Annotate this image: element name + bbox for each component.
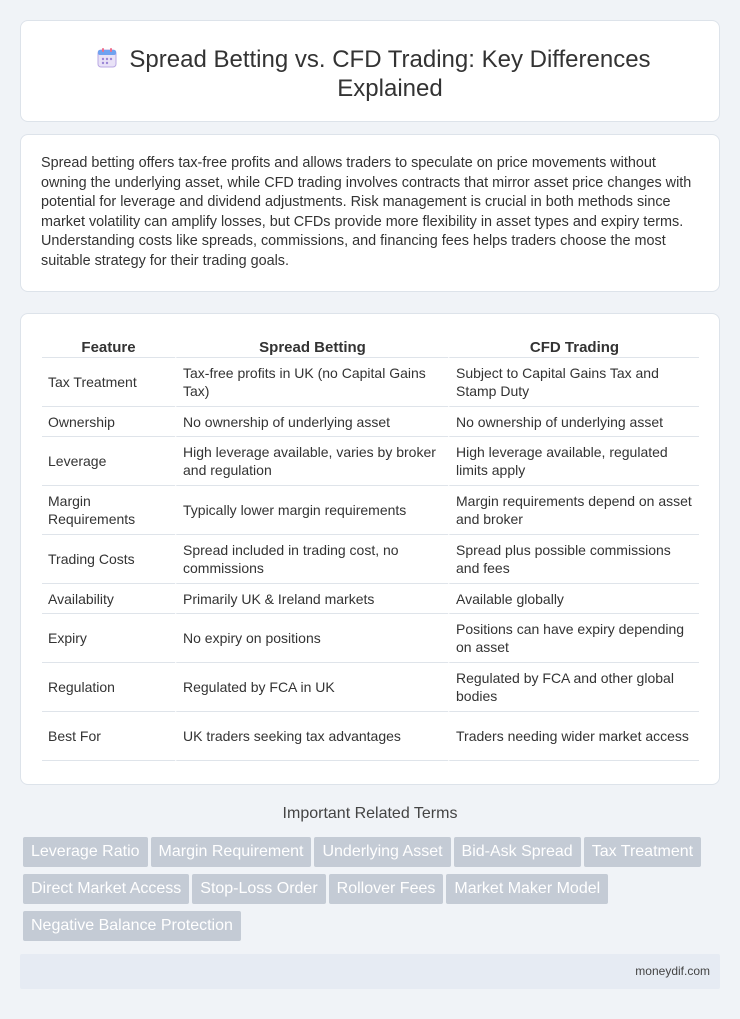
tag-bid-ask-spread[interactable]: Bid-Ask Spread [454, 837, 581, 867]
cfd-trading-cell: Traders needing wider market access [448, 712, 699, 761]
tag-underlying-asset[interactable]: Underlying Asset [314, 837, 450, 867]
tag-leverage-ratio[interactable]: Leverage Ratio [23, 837, 148, 867]
table-row [42, 614, 699, 663]
cfd-trading-cell: Available globally [448, 584, 699, 614]
table-row [42, 486, 699, 535]
page-title: Spread Betting vs. CFD Trading: Key Differences Explained [129, 46, 651, 102]
cfd-trading-cell: No ownership of underlying asset [448, 407, 699, 437]
feature-cell: Trading Costs [42, 535, 175, 584]
table-row [42, 663, 699, 712]
spread-betting-cell: Primarily UK & Ireland markets [175, 584, 448, 614]
cfd-trading-cell: Margin requirements depend on asset and broker [448, 486, 699, 535]
tag-stop-loss-order[interactable]: Stop-Loss Order [192, 874, 325, 904]
tag-tax-treatment[interactable]: Tax Treatment [584, 837, 701, 867]
table-row [42, 535, 699, 584]
spread-betting-cell: Regulated by FCA in UK [175, 663, 448, 712]
title-card [20, 20, 720, 122]
footer [20, 954, 720, 989]
spread-betting-cell: Typically lower margin requirements [175, 486, 448, 535]
table-row [42, 358, 699, 407]
tag-negative-balance-protection[interactable]: Negative Balance Protection [23, 911, 241, 941]
table-row [42, 584, 699, 614]
tag-direct-market-access[interactable]: Direct Market Access [23, 874, 189, 904]
footer-site-link[interactable]: moneydif.com [635, 964, 710, 978]
feature-cell: Margin Requirements [42, 486, 175, 535]
cfd-trading-cell: Positions can have expiry depending on asset [448, 614, 699, 663]
header-feature: Feature [42, 333, 175, 358]
table-header-row [42, 333, 699, 358]
header-spread-betting: Spread Betting [175, 333, 448, 358]
comparison-table [42, 333, 699, 761]
table-row [42, 437, 699, 486]
feature-cell: Leverage [42, 437, 175, 486]
spread-betting-cell: Tax-free profits in UK (no Capital Gains Tax) [175, 358, 448, 407]
spread-betting-cell: High leverage available, varies by broker and regulation [175, 437, 448, 486]
feature-cell: Ownership [42, 407, 175, 437]
tag-rollover-fees[interactable]: Rollover Fees [329, 874, 444, 904]
related-terms-title: Important Related Terms [282, 805, 458, 822]
feature-cell: Best For [42, 712, 175, 761]
summary-text: Spread betting offers tax-free profits and allows traders to speculate on price movements without owning the underlying asset, while CFD trading involves contracts that mirror asset price changes with potential for leverage and dividend adjustments. Risk management is crucial in both methods since market volatility can amplify losses, but CFDs provide more flexibility in asset types and expiry terms. Understanding costs like spreads, commissions, and financing fees helps traders choose the most suitable strategy for their trading goals. [41, 155, 692, 269]
feature-cell: Regulation [42, 663, 175, 712]
table-row [42, 712, 699, 761]
cfd-trading-cell: Spread plus possible commissions and fees [448, 535, 699, 584]
spread-betting-cell: UK traders seeking tax advantages [175, 712, 448, 761]
cfd-trading-cell: High leverage available, regulated limits apply [448, 437, 699, 486]
spread-betting-cell: No ownership of underlying asset [175, 407, 448, 437]
feature-cell: Tax Treatment [42, 358, 175, 407]
cfd-trading-cell: Regulated by FCA and other global bodies [448, 663, 699, 712]
summary-card [20, 134, 720, 292]
feature-cell: Availability [42, 584, 175, 614]
header-cfd-trading: CFD Trading [448, 333, 699, 358]
table-row [42, 407, 699, 437]
comparison-table-card [20, 313, 720, 785]
spread-betting-cell: Spread included in trading cost, no commissions [175, 535, 448, 584]
cfd-trading-cell: Subject to Capital Gains Tax and Stamp Duty [448, 358, 699, 407]
tag-margin-requirement[interactable]: Margin Requirement [151, 837, 312, 867]
feature-cell: Expiry [42, 614, 175, 663]
related-terms-list [23, 837, 723, 948]
spread-betting-cell: No expiry on positions [175, 614, 448, 663]
tag-market-maker-model[interactable]: Market Maker Model [446, 874, 608, 904]
